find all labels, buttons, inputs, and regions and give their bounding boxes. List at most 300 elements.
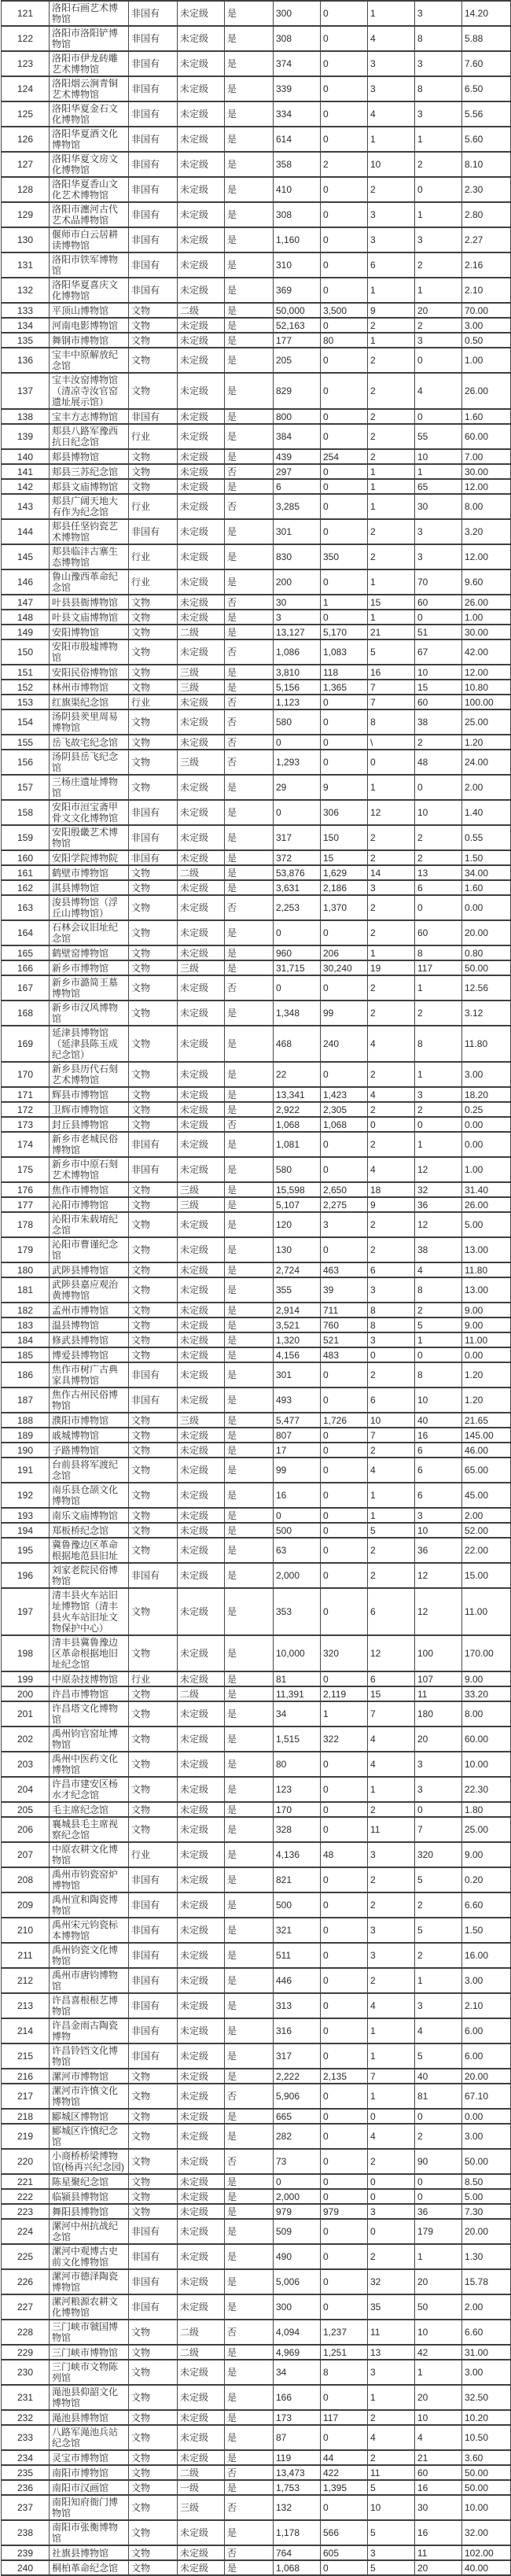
cell-ownership-type: 文物 xyxy=(129,348,178,373)
cell-col10-value: 1.20 xyxy=(462,1388,511,1413)
cell-col6-value: 500 xyxy=(274,1523,321,1538)
cell-col10-value: 0.00 xyxy=(462,895,511,920)
cell-free-admission: 是 xyxy=(225,1132,274,1157)
cell-grade: 未定级 xyxy=(178,227,225,252)
cell-free-admission: 否 xyxy=(225,2084,274,2109)
cell-free-admission: 否 xyxy=(225,494,274,519)
cell-free-admission: 是 xyxy=(225,2174,274,2189)
cell-grade: 未定级 xyxy=(178,1332,225,1347)
cell-row-index: 156 xyxy=(2,750,50,775)
cell-col9-value: 3 xyxy=(415,227,462,252)
cell-free-admission: 是 xyxy=(225,333,274,348)
cell-free-admission: 是 xyxy=(225,2018,274,2043)
cell-row-index: 213 xyxy=(2,1993,50,2018)
cell-col8-value: 2 xyxy=(368,1362,415,1388)
cell-ownership-type: 非国有 xyxy=(129,1867,178,1892)
cell-museum-name: 安阳民俗博物馆 xyxy=(50,665,129,680)
table-row xyxy=(2,1413,511,1428)
cell-col10-value: 0.80 xyxy=(462,945,511,960)
cell-col6-value: 119 xyxy=(274,2450,321,2465)
cell-grade: 未定级 xyxy=(178,1892,225,1918)
cell-col7-value: 1,251 xyxy=(321,2345,368,2360)
cell-museum-name: 鲁山豫西革命纪念馆 xyxy=(50,569,129,595)
cell-grade: 未定级 xyxy=(178,1317,225,1332)
table-row xyxy=(2,1892,511,1918)
table-row xyxy=(2,544,511,569)
cell-free-admission: 否 xyxy=(225,595,274,610)
cell-col10-value: 5.00 xyxy=(462,1212,511,1237)
cell-grade: 二级 xyxy=(178,625,225,639)
table-row xyxy=(2,303,511,318)
cell-col6-value: 313 xyxy=(274,1993,321,2018)
cell-ownership-type: 文物 xyxy=(129,1428,178,1443)
cell-col8-value: 5 xyxy=(368,2480,415,2495)
cell-ownership-type: 文物 xyxy=(129,750,178,775)
cell-col9-value: 38 xyxy=(415,709,462,735)
cell-ownership-type: 文物 xyxy=(129,945,178,960)
cell-museum-name: 渑池县博物馆 xyxy=(50,2410,129,2425)
cell-col10-value: 9.60 xyxy=(462,569,511,595)
cell-col6-value: 580 xyxy=(274,709,321,735)
cell-col9-value: 12 xyxy=(415,1588,462,1635)
cell-museum-name: 郑板桥纪念馆 xyxy=(50,1523,129,1538)
cell-free-admission: 是 xyxy=(225,880,274,895)
cell-museum-name: 舞钢市博物馆 xyxy=(50,333,129,348)
cell-col8-value: 1 xyxy=(368,1777,415,1802)
cell-museum-name: 社旗县博物馆 xyxy=(50,2545,129,2560)
table-row xyxy=(2,1538,511,1563)
cell-col9-value: 8 xyxy=(415,76,462,101)
cell-grade: 未定级 xyxy=(178,51,225,76)
cell-col9-value: 36 xyxy=(415,1538,462,1563)
cell-grade: 未定级 xyxy=(178,595,225,610)
cell-museum-name: 淇县博物馆 xyxy=(50,880,129,895)
cell-row-index: 144 xyxy=(2,519,50,544)
table-row xyxy=(2,1727,511,1752)
cell-row-index: 123 xyxy=(2,51,50,76)
cell-museum-name: 安阳市洹宝斋甲骨文文化博物馆 xyxy=(50,800,129,825)
cell-row-index: 235 xyxy=(2,2465,50,2480)
cell-col7-value: 254 xyxy=(321,449,368,464)
cell-col10-value: 1.30 xyxy=(462,2244,511,2269)
cell-museum-name: 禹州市钧瓷窑炉博物馆 xyxy=(50,1867,129,1892)
cell-row-index: 225 xyxy=(2,2244,50,2269)
cell-ownership-type: 非国有 xyxy=(129,1362,178,1388)
cell-museum-name: 温县博物馆 xyxy=(50,1317,129,1332)
cell-col7-value: 0 xyxy=(321,373,368,409)
cell-free-admission: 是 xyxy=(225,544,274,569)
table-row xyxy=(2,880,511,895)
cell-col7-value: 1,370 xyxy=(321,895,368,920)
cell-row-index: 185 xyxy=(2,1347,50,1362)
cell-row-index: 169 xyxy=(2,1026,50,1062)
cell-col10-value: 12.00 xyxy=(462,479,511,494)
table-row xyxy=(2,800,511,825)
cell-col9-value: 40 xyxy=(415,1413,462,1428)
cell-col10-value: 1.50 xyxy=(462,850,511,865)
cell-museum-name: 修武县博物馆 xyxy=(50,1332,129,1347)
cell-free-admission: 是 xyxy=(225,51,274,76)
table-row xyxy=(2,1523,511,1538)
cell-grade: 三级 xyxy=(178,665,225,680)
cell-col6-value: 490 xyxy=(274,2244,321,2269)
cell-col9-value: 60 xyxy=(415,2465,462,2480)
cell-grade: 未定级 xyxy=(178,2450,225,2465)
cell-ownership-type: 文物 xyxy=(129,2385,178,2410)
cell-col9-value: 21 xyxy=(415,2450,462,2465)
cell-col7-value: 0 xyxy=(321,1918,368,1943)
cell-col6-value: 2,253 xyxy=(274,895,321,920)
cell-ownership-type: 文物 xyxy=(129,735,178,750)
table-row xyxy=(2,2320,511,2345)
cell-museum-name: 临颍县博物馆 xyxy=(50,2189,129,2204)
cell-col10-value: 7.30 xyxy=(462,2204,511,2219)
cell-col9-value: 100 xyxy=(415,1635,462,1671)
cell-ownership-type: 文物 xyxy=(129,2465,178,2480)
cell-free-admission: 是 xyxy=(225,1277,274,1303)
cell-free-admission: 否 xyxy=(225,464,274,479)
cell-museum-name: 中原农耕文化博物馆 xyxy=(50,1842,129,1867)
cell-museum-name: 濮阳市博物馆 xyxy=(50,1413,129,1428)
cell-col6-value: 1,320 xyxy=(274,1332,321,1347)
cell-col8-value: 2 xyxy=(368,1132,415,1157)
cell-row-index: 192 xyxy=(2,1483,50,1508)
cell-ownership-type: 文物 xyxy=(129,1817,178,1842)
cell-col10-value: 1.40 xyxy=(462,800,511,825)
cell-col8-value: 2 xyxy=(368,1001,415,1026)
cell-row-index: 220 xyxy=(2,2149,50,2174)
cell-row-index: 130 xyxy=(2,227,50,252)
cell-ownership-type: 文物 xyxy=(129,1443,178,1458)
cell-col7-value: 0 xyxy=(321,519,368,544)
table-row xyxy=(2,2269,511,2294)
cell-grade: 三级 xyxy=(178,750,225,775)
cell-museum-name: 舞阳县博物馆 xyxy=(50,2204,129,2219)
cell-col8-value: 1 xyxy=(368,610,415,625)
cell-row-index: 184 xyxy=(2,1332,50,1347)
cell-free-admission: 是 xyxy=(225,424,274,449)
cell-free-admission: 是 xyxy=(225,1842,274,1867)
cell-museum-name: 灵宝市博物馆 xyxy=(50,2450,129,2465)
cell-col9-value: 1 xyxy=(415,2244,462,2269)
cell-col8-value: 7 xyxy=(368,680,415,695)
table-row xyxy=(2,26,511,51)
cell-col8-value: 1 xyxy=(368,569,415,595)
cell-col8-value: 2 xyxy=(368,895,415,920)
table-row xyxy=(2,1062,511,1087)
cell-free-admission: 是 xyxy=(225,1523,274,1538)
cell-col9-value: 12 xyxy=(415,1563,462,1588)
cell-free-admission: 是 xyxy=(225,2244,274,2269)
table-row xyxy=(2,2360,511,2385)
cell-col9-value: 40 xyxy=(415,2069,462,2084)
cell-row-index: 122 xyxy=(2,26,50,51)
cell-col9-value: 107 xyxy=(415,1671,462,1686)
cell-grade: 未定级 xyxy=(178,1867,225,1892)
cell-grade: 未定级 xyxy=(178,464,225,479)
cell-col6-value: 80 xyxy=(274,1752,321,1777)
cell-ownership-type: 行业 xyxy=(129,544,178,569)
cell-col9-value: 1 xyxy=(415,202,462,227)
cell-museum-name: 卫辉市博物馆 xyxy=(50,1102,129,1117)
cell-col10-value: 8.50 xyxy=(462,2174,511,2189)
cell-museum-name: 石林会议旧址纪念馆 xyxy=(50,920,129,945)
cell-row-index: 131 xyxy=(2,252,50,278)
cell-col10-value: 30.00 xyxy=(462,625,511,639)
cell-free-admission: 是 xyxy=(225,1777,274,1802)
cell-col6-value: 3 xyxy=(274,610,321,625)
cell-free-admission: 是 xyxy=(225,800,274,825)
cell-free-admission: 是 xyxy=(225,1102,274,1117)
cell-grade: 未定级 xyxy=(178,1727,225,1752)
cell-museum-name: 台前县将军渡纪念馆 xyxy=(50,1458,129,1483)
cell-ownership-type: 行业 xyxy=(129,1671,178,1686)
cell-ownership-type: 文物 xyxy=(129,373,178,409)
cell-col6-value: 334 xyxy=(274,101,321,127)
cell-row-index: 145 xyxy=(2,544,50,569)
cell-col6-value: 177 xyxy=(274,333,321,348)
cell-col8-value: 2 xyxy=(368,1443,415,1458)
cell-col8-value: 13 xyxy=(368,2345,415,2360)
cell-museum-name: 郏县临沣古寨生态博物馆 xyxy=(50,544,129,569)
table-row xyxy=(2,2480,511,2495)
cell-col7-value: 0 xyxy=(321,1777,368,1802)
cell-row-index: 140 xyxy=(2,449,50,464)
cell-col9-value: 4 xyxy=(415,1262,462,1277)
cell-free-admission: 是 xyxy=(225,519,274,544)
table-row xyxy=(2,625,511,639)
cell-col8-value: 2 xyxy=(368,449,415,464)
cell-col6-value: 11,391 xyxy=(274,1686,321,1701)
cell-col9-value: 320 xyxy=(415,1842,462,1867)
cell-col6-value: 2,000 xyxy=(274,1563,321,1588)
cell-col6-value: 1,068 xyxy=(274,2560,321,2575)
cell-col10-value: 15.78 xyxy=(462,2269,511,2294)
cell-free-admission: 是 xyxy=(225,1483,274,1508)
cell-col7-value: 1,237 xyxy=(321,2320,368,2345)
cell-col6-value: 200 xyxy=(274,569,321,595)
cell-col6-value: 205 xyxy=(274,348,321,373)
cell-ownership-type: 非国有 xyxy=(129,850,178,865)
table-row xyxy=(2,1563,511,1588)
cell-col9-value: 16 xyxy=(415,1428,462,1443)
table-row xyxy=(2,1001,511,1026)
cell-free-admission: 是 xyxy=(225,775,274,800)
cell-free-admission: 是 xyxy=(225,2560,274,2575)
cell-col6-value: 34 xyxy=(274,2360,321,2385)
cell-col9-value: 2 xyxy=(415,152,462,177)
cell-row-index: 223 xyxy=(2,2204,50,2219)
cell-grade: 三级 xyxy=(178,1413,225,1428)
cell-col10-value: 20.00 xyxy=(462,920,511,945)
cell-col7-value: 2,650 xyxy=(321,1182,368,1197)
cell-col6-value: 410 xyxy=(274,177,321,202)
table-row xyxy=(2,1262,511,1277)
cell-col8-value: 0 xyxy=(368,2219,415,2244)
cell-col9-value: 60 xyxy=(415,595,462,610)
cell-ownership-type: 非国有 xyxy=(129,519,178,544)
cell-col8-value: 15 xyxy=(368,1686,415,1701)
cell-col9-value: 6 xyxy=(415,1443,462,1458)
cell-museum-name: 新乡市中原石刻艺术博物馆 xyxy=(50,1157,129,1182)
cell-museum-name: 禹州宣和陶瓷博物馆 xyxy=(50,1892,129,1918)
table-row xyxy=(2,2345,511,2360)
cell-col6-value: 132 xyxy=(274,2495,321,2520)
cell-museum-name: 宝丰方志博物馆 xyxy=(50,409,129,424)
cell-row-index: 172 xyxy=(2,1102,50,1117)
cell-free-admission: 是 xyxy=(225,1428,274,1443)
cell-row-index: 229 xyxy=(2,2345,50,2360)
cell-col6-value: 317 xyxy=(274,2043,321,2069)
cell-free-admission: 是 xyxy=(225,1413,274,1428)
cell-col7-value: 2,305 xyxy=(321,1102,368,1117)
cell-col9-value: 10 xyxy=(415,2320,462,2345)
cell-ownership-type: 非国有 xyxy=(129,26,178,51)
museum-registry-table xyxy=(1,0,511,2576)
cell-col9-value: 0 xyxy=(415,2109,462,2124)
cell-ownership-type: 文物 xyxy=(129,975,178,1001)
cell-col9-value: 6 xyxy=(415,1458,462,1483)
cell-museum-name: 偃师市白云居耕读博物馆 xyxy=(50,227,129,252)
table-row xyxy=(2,2495,511,2520)
cell-row-index: 221 xyxy=(2,2174,50,2189)
cell-free-admission: 否 xyxy=(225,735,274,750)
cell-col7-value: 0 xyxy=(321,2269,368,2294)
cell-ownership-type: 非国有 xyxy=(129,2294,178,2320)
table-row xyxy=(2,1817,511,1842)
cell-free-admission: 是 xyxy=(225,1182,274,1197)
cell-col6-value: 0 xyxy=(274,735,321,750)
cell-free-admission: 是 xyxy=(225,449,274,464)
cell-grade: 未定级 xyxy=(178,1117,225,1132)
cell-col8-value: 2 xyxy=(368,920,415,945)
cell-col9-value: 3 xyxy=(415,544,462,569)
cell-col8-value: 7 xyxy=(368,695,415,709)
cell-ownership-type: 行业 xyxy=(129,494,178,519)
cell-col7-value: 0 xyxy=(321,1538,368,1563)
table-row xyxy=(2,865,511,880)
table-row xyxy=(2,2560,511,2575)
table-row xyxy=(2,1918,511,1943)
cell-ownership-type: 文物 xyxy=(129,1458,178,1483)
cell-ownership-type: 文物 xyxy=(129,2069,178,2084)
cell-col9-value: 3 xyxy=(415,1,462,26)
cell-free-admission: 是 xyxy=(225,479,274,494)
cell-row-index: 128 xyxy=(2,177,50,202)
cell-col7-value: 320 xyxy=(321,1635,368,1671)
cell-grade: 未定级 xyxy=(178,1563,225,1588)
table-row xyxy=(2,2204,511,2219)
cell-col10-value: 0.00 xyxy=(462,1117,511,1132)
cell-grade: 未定级 xyxy=(178,544,225,569)
table-row xyxy=(2,1867,511,1892)
cell-col8-value: 2 xyxy=(368,2149,415,2174)
cell-museum-name: 禹州中医药文化博物馆 xyxy=(50,1752,129,1777)
cell-col8-value: 5 xyxy=(368,2560,415,2575)
table-body xyxy=(2,1,511,2575)
table-row xyxy=(2,2043,511,2069)
cell-col9-value: 1 xyxy=(415,1332,462,1347)
cell-free-admission: 是 xyxy=(225,865,274,880)
cell-col6-value: 339 xyxy=(274,76,321,101)
cell-row-index: 155 xyxy=(2,735,50,750)
cell-grade: 未定级 xyxy=(178,975,225,1001)
table-row xyxy=(2,665,511,680)
cell-col10-value: 0.20 xyxy=(462,1867,511,1892)
cell-grade: 未定级 xyxy=(178,2124,225,2149)
cell-col7-value: 2,186 xyxy=(321,880,368,895)
cell-col7-value: 0 xyxy=(321,227,368,252)
cell-col8-value: 1 xyxy=(368,127,415,152)
cell-col9-value: 16 xyxy=(415,2520,462,2545)
cell-ownership-type: 非国有 xyxy=(129,825,178,850)
cell-col9-value: 0 xyxy=(415,2189,462,2204)
table-row xyxy=(2,610,511,625)
cell-grade: 三级 xyxy=(178,1182,225,1197)
cell-col8-value: 3 xyxy=(368,1332,415,1347)
cell-col9-value: 10 xyxy=(415,449,462,464)
cell-col10-value: 12.56 xyxy=(462,975,511,1001)
cell-row-index: 240 xyxy=(2,2560,50,2575)
cell-col10-value: 1.00 xyxy=(462,610,511,625)
cell-col9-value: 48 xyxy=(415,750,462,775)
cell-museum-name: 洛阳华夏香山文化艺术博物馆 xyxy=(50,177,129,202)
cell-col7-value: 760 xyxy=(321,1317,368,1332)
cell-museum-name: 郏县八路军豫西抗日纪念馆 xyxy=(50,424,129,449)
table-row xyxy=(2,2124,511,2149)
cell-col10-value: 14.20 xyxy=(462,1,511,26)
cell-museum-name: 郏县博物馆 xyxy=(50,449,129,464)
cell-col6-value: 282 xyxy=(274,2124,321,2149)
table-row xyxy=(2,1277,511,1303)
table-row xyxy=(2,2244,511,2269)
cell-free-admission: 是 xyxy=(225,1968,274,1993)
cell-museum-name: 禹州钧瓷文化博物馆 xyxy=(50,1943,129,1968)
cell-col10-value: 145.00 xyxy=(462,1428,511,1443)
cell-col8-value: 2 xyxy=(368,519,415,544)
cell-col6-value: 173 xyxy=(274,2410,321,2425)
cell-grade: 三级 xyxy=(178,1197,225,1212)
cell-col8-value: 0 xyxy=(368,1117,415,1132)
cell-grade: 未定级 xyxy=(178,1635,225,1671)
cell-col10-value: 12.00 xyxy=(462,544,511,569)
cell-col6-value: 4,136 xyxy=(274,1842,321,1867)
cell-ownership-type: 非国有 xyxy=(129,152,178,177)
cell-col10-value: 2.16 xyxy=(462,252,511,278)
cell-free-admission: 是 xyxy=(225,252,274,278)
cell-col8-value: 12 xyxy=(368,800,415,825)
cell-ownership-type: 文物 xyxy=(129,1197,178,1212)
cell-row-index: 161 xyxy=(2,865,50,880)
cell-free-admission: 是 xyxy=(225,2520,274,2545)
cell-ownership-type: 文物 xyxy=(129,2480,178,2495)
cell-col9-value: 4 xyxy=(415,2425,462,2450)
cell-museum-name: 刘家老院民俗博物馆 xyxy=(50,1563,129,1588)
cell-ownership-type: 文物 xyxy=(129,1752,178,1777)
cell-ownership-type: 非国有 xyxy=(129,1918,178,1943)
cell-col8-value: 2 xyxy=(368,1867,415,1892)
cell-free-admission: 是 xyxy=(225,1918,274,1943)
cell-free-admission: 是 xyxy=(225,2189,274,2204)
cell-col9-value: 8 xyxy=(415,1362,462,1388)
cell-row-index: 199 xyxy=(2,1671,50,1686)
table-row xyxy=(2,1026,511,1062)
cell-col8-value: 3 xyxy=(368,202,415,227)
cell-row-index: 174 xyxy=(2,1132,50,1157)
cell-col8-value: 2 xyxy=(368,2410,415,2425)
cell-col6-value: 15,598 xyxy=(274,1182,321,1197)
cell-col9-value: 3 xyxy=(415,1777,462,1802)
